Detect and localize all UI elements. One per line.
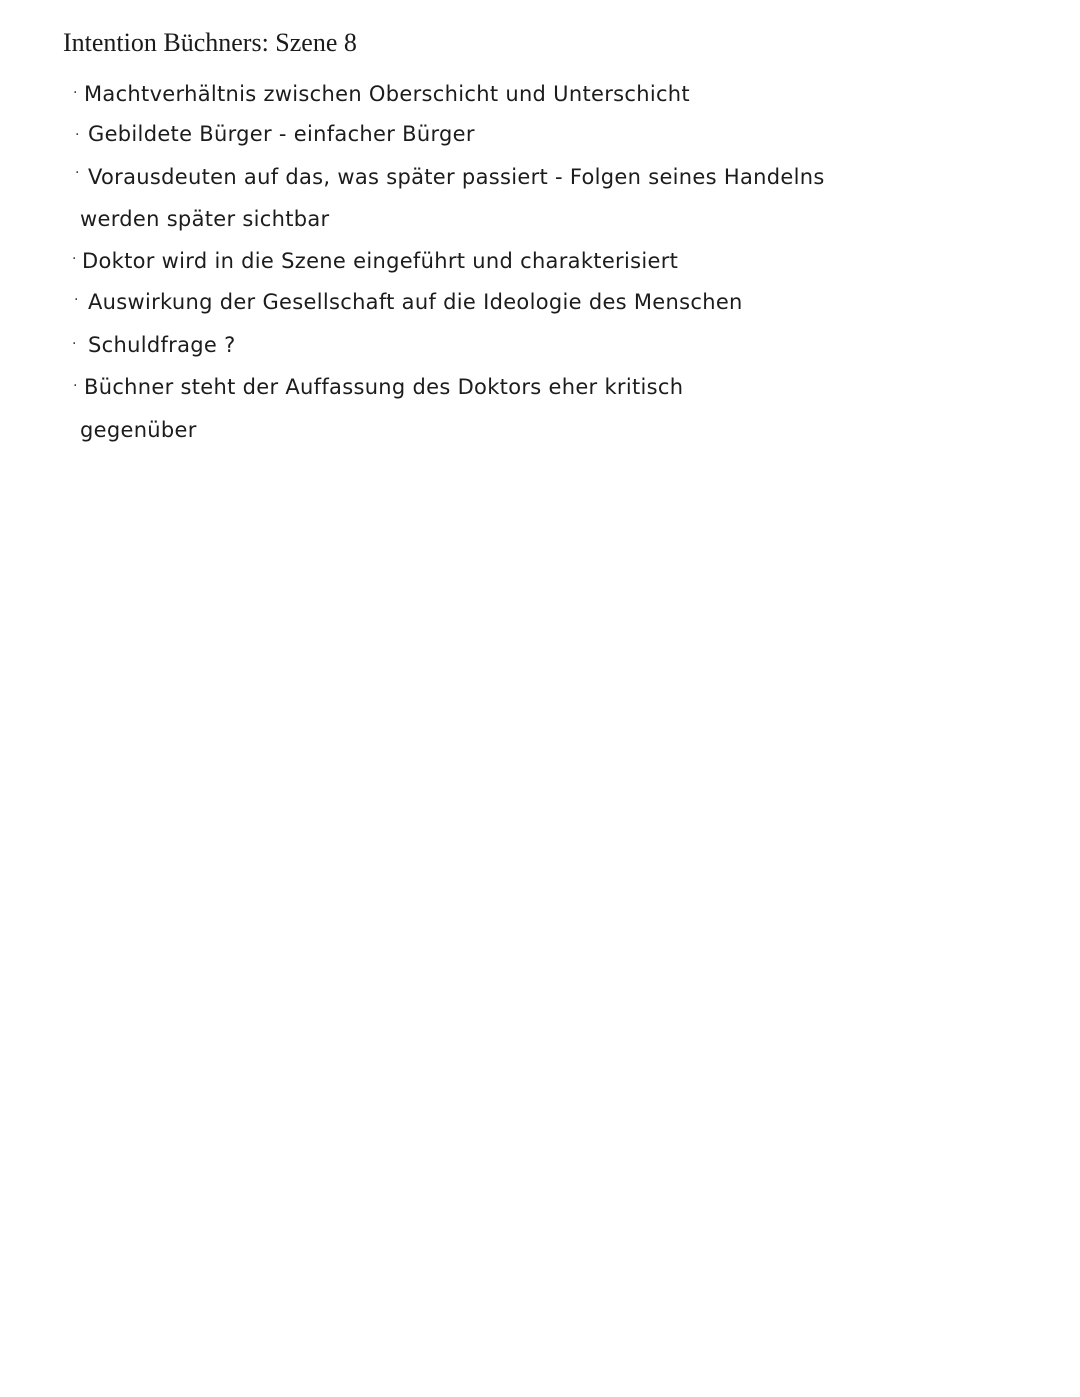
bullet-marker: · xyxy=(75,165,80,181)
note-line-6: Schuldfrage ? xyxy=(88,333,236,357)
note-line-3: Vorausdeuten auf das, was später passiert - Folgen seines Handelns xyxy=(88,165,825,189)
note-line-2: Gebildete Bürger - einfacher Bürger xyxy=(88,122,475,146)
bullet-marker: · xyxy=(73,85,78,101)
bullet-marker: · xyxy=(72,251,77,267)
bullet-marker: · xyxy=(73,378,78,394)
bullet-marker: · xyxy=(72,336,77,352)
bullet-marker: · xyxy=(74,292,79,308)
note-line-7-continuation: gegenüber xyxy=(80,418,197,442)
note-line-4: Doktor wird in die Szene eingeführt und charakterisiert xyxy=(82,249,679,273)
note-line-5: Auswirkung der Gesellschaft auf die Ideologie des Menschen xyxy=(88,290,743,314)
note-line-1: Machtverhältnis zwischen Oberschicht und Unterschicht xyxy=(84,82,690,106)
bullet-marker: · xyxy=(75,127,80,143)
note-line-7: Büchner steht der Auffassung des Doktors eher kritisch xyxy=(84,375,684,399)
page-title: Intention Büchners: Szene 8 xyxy=(63,28,357,57)
note-line-3-continuation: werden später sichtbar xyxy=(80,207,330,231)
